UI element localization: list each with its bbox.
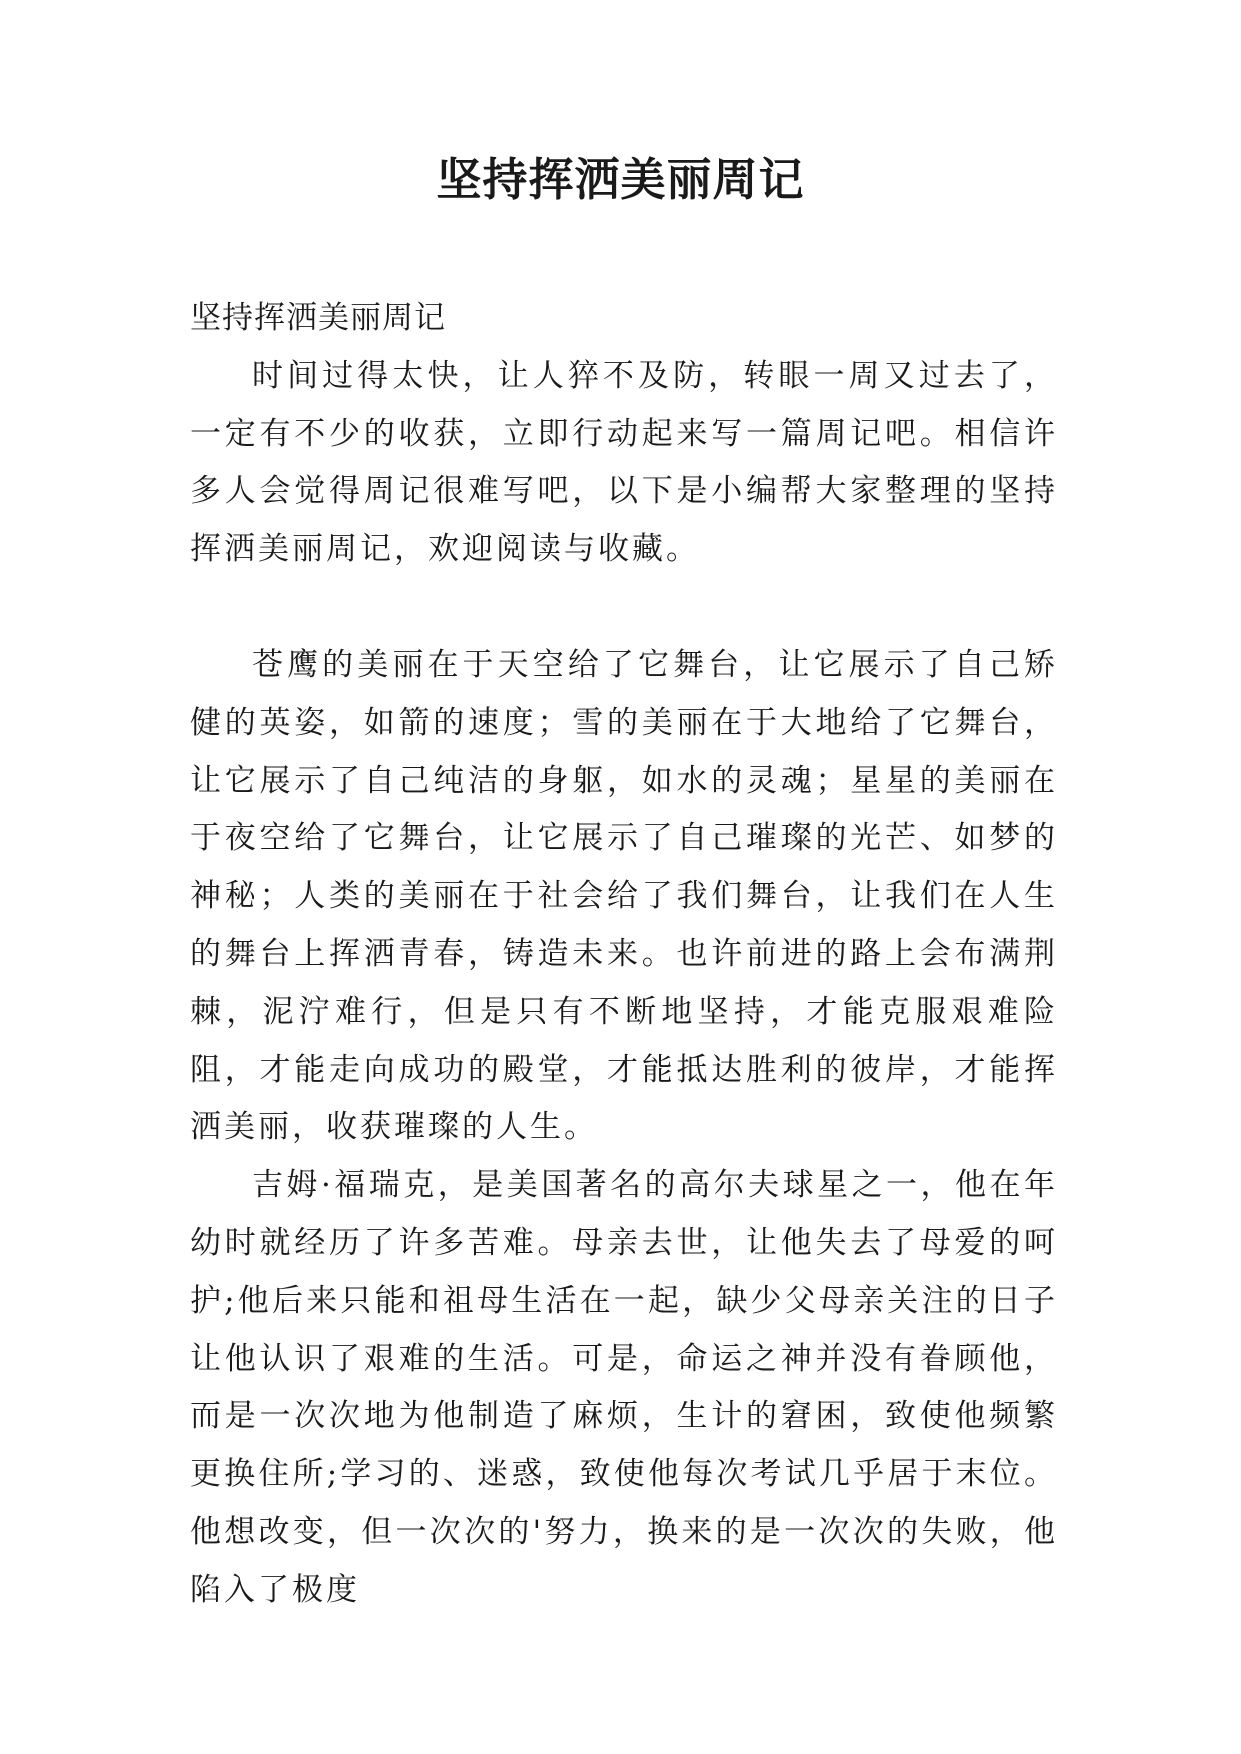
paragraph-spacer	[190, 579, 1058, 637]
document-subtitle: 坚持挥洒美丽周记	[190, 300, 446, 336]
document-title: 坚持挥洒美丽周记	[436, 153, 805, 206]
document-body	[190, 290, 1058, 1620]
paragraph-intro: 时间过得太快，让人猝不及防，转眼一周又过去了，一定有不少的收获，立即行动起来写一篇周记吧。相信许多人会觉得周记很难写吧，以下是小编帮大家整理的坚持挥洒美丽周记，欢迎阅读与收藏。	[190, 357, 1058, 568]
paragraph-beauty: 苍鹰的美丽在于天空给了它舞台，让它展示了自己矫健的英姿，如箭的速度；雪的美丽在于大地给了它舞台，让它展示了自己纯洁的身躯，如水的灵魂；星星的美丽在于夜空给了它舞台，让它展示了自己璀璨的光芒、如梦的神秘；人类的美丽在于社会给了我们舞台，让我们在人生的舞台上挥洒青春，铸造未来。也许前进的路上会布满荆棘，泥泞难行，但是只有不断地坚持，才能克服艰难险阻，才能走向成功的殿堂，才能抵达胜利的彼岸，才能挥洒美丽，收获璀璨的人生。	[190, 646, 1058, 1146]
paragraph-jim-furyk: 吉姆·福瑞克，是美国著名的高尔夫球星之一，他在年幼时就经历了许多苦难。母亲去世，让他失去了母爱的呵护;他后来只能和祖母生活在一起，缺少父母亲关注的日子让他认识了艰难的生活。可是，命运之神并没有眷顾他，而是一次次地为他制造了麻烦，生计的窘困，致使他频繁更换住所;学习的、迷惑，致使他每次考试几乎居于末位。他想改变，但一次次的'努力，换来的是一次次的失败，他陷入了极度	[190, 1167, 1058, 1608]
